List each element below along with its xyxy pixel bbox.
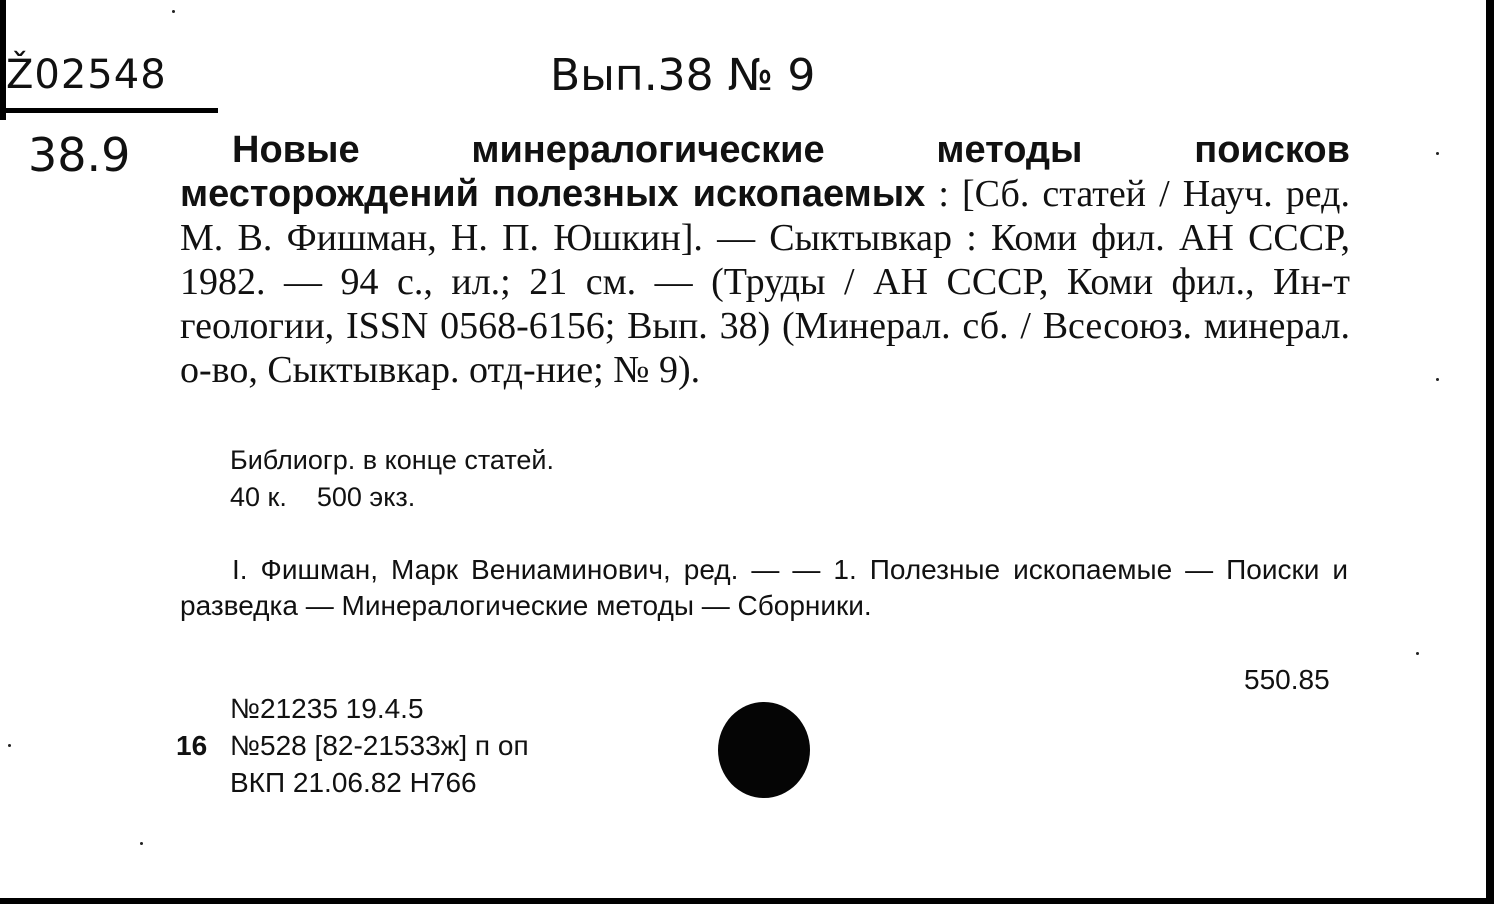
technical-block	[176, 690, 529, 801]
card-edge-right	[1486, 0, 1494, 904]
tech-line-1: №21235 19.4.5	[230, 693, 424, 724]
speck	[8, 744, 11, 747]
tech-line-3: ВКП 21.06.82 Н766	[230, 767, 477, 798]
entry-title: Новые минералогические методы поисков месторождений полезных ископаемых	[180, 129, 1350, 215]
sheets-count: 16	[176, 730, 208, 761]
bibliography-note: Библиогр. в конце статей.	[230, 445, 554, 475]
udc-number: 550.85	[1244, 664, 1330, 695]
price-line	[230, 479, 554, 516]
punch-hole	[718, 702, 810, 798]
class-number: 38.9	[28, 128, 131, 182]
code-underline	[4, 108, 218, 113]
notes-block	[230, 442, 554, 516]
tech-line-2: №528 [82-21533ж] п оп	[230, 730, 529, 761]
speck	[140, 842, 143, 845]
speck	[1436, 152, 1439, 155]
price: 40 к.	[230, 482, 287, 512]
entry-body: : [Сб. статей / Науч. ред. М. В. Фишман, Н. П. Юшкин]. — Сыктывкар : Коми фил. АН СССР, 1982. — 94 с., ил.; 21 см. — (Труды / АН СССР, Коми фил., Ин-т геологии, ISSN 0568-6156; Вып. 38) (Минерал. сб. / Всесоюз. минерал. о-во, Сыктывкар. отд-ние; № 9).	[180, 173, 1350, 391]
series-note: Вып.38 № 9	[550, 50, 816, 101]
tracing-block: I. Фишман, Марк Вениаминович, ред. — — 1. Полезные ископаемые — Поиски и разведка — Минералогические методы — Сборники.	[180, 554, 1348, 621]
speck	[172, 10, 175, 13]
copies: 500 экз.	[316, 482, 416, 512]
handwritten-code: Ž02548	[6, 52, 167, 98]
bibliographic-description	[180, 128, 1350, 392]
card-edge-bottom	[0, 898, 1494, 904]
speck	[1436, 378, 1439, 381]
speck	[1416, 652, 1419, 655]
